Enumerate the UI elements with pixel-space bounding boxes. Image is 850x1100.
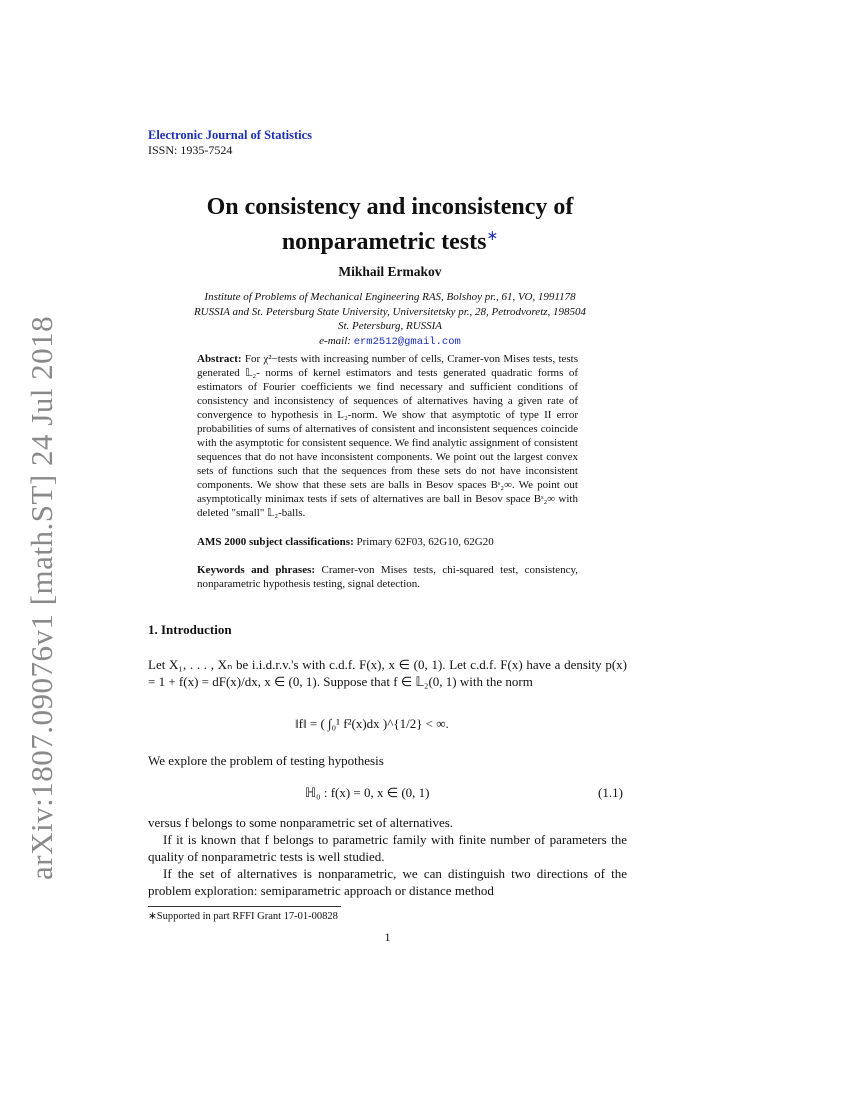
paper-title — [0, 192, 780, 257]
keywords — [197, 563, 578, 591]
issn-line: ISSN: 1935-7524 — [148, 143, 233, 157]
ams-label: AMS 2000 subject classifications: — [197, 536, 354, 548]
paragraph-4: If it is known that f belongs to parametric family with finite number of parameters the quality of nonparametric tests is well studied. — [148, 832, 627, 864]
title-line-2: nonparametric tests — [281, 229, 487, 255]
affiliation-block — [0, 290, 780, 349]
title-footnote-mark[interactable]: ∗ — [486, 229, 499, 244]
footnote: ∗Supported in part RFFI Grant 17-01-00828 — [148, 911, 338, 922]
ams-text: Primary 62F03, 62G10, 62G20 — [356, 536, 494, 548]
section-heading-introduction: 1. Introduction — [148, 622, 232, 637]
affiliation-line-2: RUSSIA and St. Petersburg State University, Universitetsky pr., 28, Petrodvoretz, 198504 — [193, 305, 587, 318]
journal-name-link[interactable]: Electronic Journal of Statistics — [148, 128, 312, 142]
ams-classification — [197, 536, 578, 548]
title-line-1: On consistency and inconsistency of — [206, 194, 574, 220]
paragraph-2: We explore the problem of testing hypothesis — [148, 753, 384, 768]
affiliation-line-1: Institute of Problems of Mechanical Engineering RAS, Bolshoy pr., 61, VO, 1991178 — [204, 291, 576, 303]
affiliation-line-3: St. Petersburg, RUSSIA — [337, 320, 443, 332]
equation-norm: ‖f‖ = ( ∫₀¹ f²(x)dx )^{1/2} < ∞. — [295, 716, 449, 731]
arxiv-sidebar-stamp: arXiv:1807.09076v1 [math.ST] 24 Jul 2018 — [24, 315, 59, 880]
abstract-text: For χ²−tests with increasing number of cells, Cramer-von Mises tests, tests generated 𝕃₂- norms of kernel estimators and tests generated quadratic forms of estimators of Fourier coefficients we find necessary and sufficient conditions of consistency and inconsistency of sequences of alternatives having a given rate of convergence to hypothesis in L₂-norm. We show that asymptotic of type II error probabilities of sums of alternatives of consistent and inconsistent sequences coincide with the asymptotic for consistent sequence. We find analytic assignment of consistent sequences that do not have inconsistent components. We point out the largest convex sets of functions such that the sequences from these sets do not have inconsistent components. We show that these sets are balls in Besov spaces Bˢ₂∞. We point out asymptotically minimax tests if sets of alternatives are ball in Besov space Bˢ₂∞ with deleted "small" 𝕃₂-balls. — [197, 353, 578, 519]
abstract — [197, 352, 578, 520]
equation-hypothesis: ℍ₀ : f(x) = 0, x ∈ (0, 1) — [305, 785, 430, 800]
page-number: 1 — [384, 930, 391, 944]
abstract-label: Abstract: — [197, 353, 242, 365]
equation-number: (1.1) — [598, 785, 623, 800]
paragraph-1: Let X₁, . . . , Xₙ be i.i.d.r.v.'s with c.d.f. F(x), x ∈ (0, 1). Let c.d.f. F(x) have a density p(x) = 1 + f(x) = dF(x)/dx, x ∈ (0, 1). Suppose that f ∈ 𝕃₂(0, 1) with the norm — [148, 657, 627, 689]
footnote-rule — [148, 906, 341, 907]
email-label: e-mail: — [319, 334, 351, 347]
paragraph-3: versus f belongs to some nonparametric set of alternatives. — [148, 815, 454, 830]
email-link[interactable]: erm2512@gmail.com — [353, 335, 461, 348]
paragraph-5: If the set of alternatives is nonparametric, we can distinguish two directions of the problem exploration: semiparametric approach or distance method — [148, 866, 627, 898]
keywords-text: Cramer-von Mises tests, chi-squared test, consistency, nonparametric hypothesis testing, signal detection. — [197, 564, 579, 590]
keywords-label: Keywords and phrases: — [197, 564, 316, 576]
author-name: Mikhail Ermakov — [338, 264, 442, 279]
